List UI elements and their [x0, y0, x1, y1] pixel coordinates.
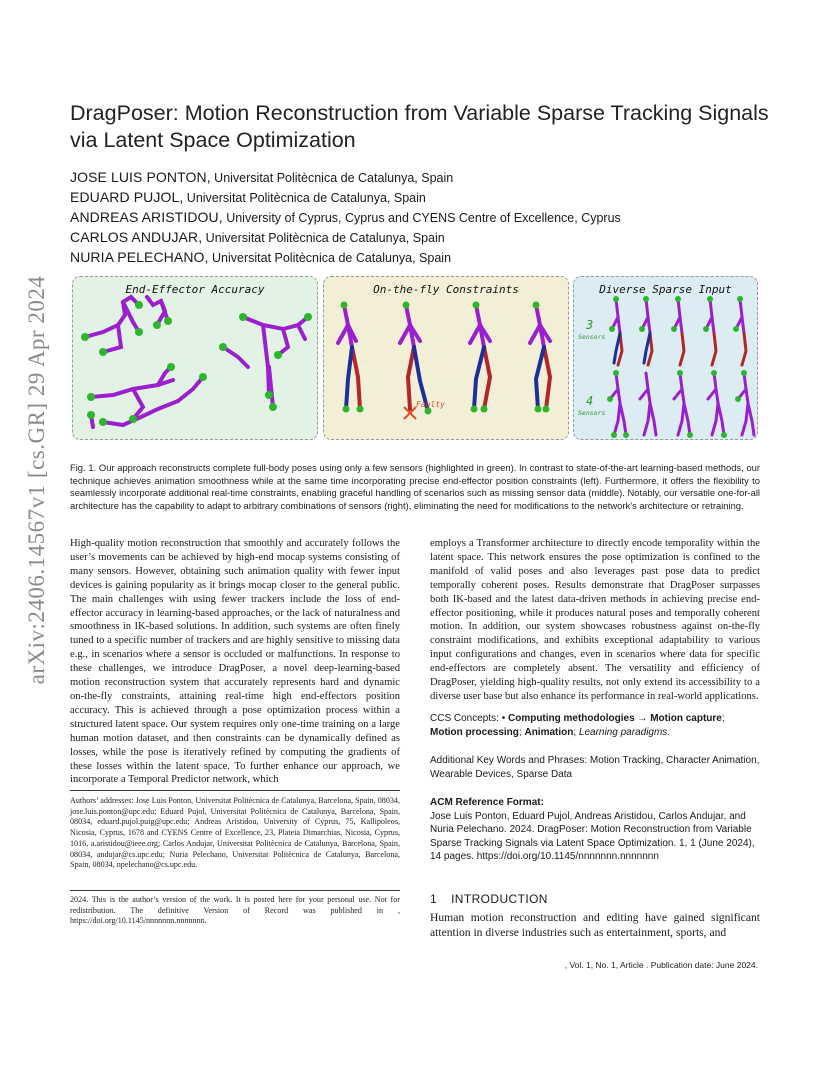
ccs-separator: ;: [518, 726, 525, 738]
sensor-configurations-illustration: [574, 277, 758, 440]
author-name: ANDREAS ARISTIDOU,: [70, 209, 223, 225]
ccs-concept: Motion processing: [430, 726, 519, 738]
author-entry: [70, 228, 770, 248]
ccs-lead: CCS Concepts: •: [430, 713, 508, 724]
four-sensors-label: Sensors: [578, 409, 606, 417]
panel-title: On-the-fly Constraints: [373, 283, 519, 296]
ccs-concept: Learning paradigms: [578, 726, 668, 738]
arxiv-id: arXiv:2406.14567v1 [cs.GR] 29 Apr 2024: [24, 275, 49, 685]
ccs-separator: ;: [573, 726, 579, 738]
author-addresses: Authors’ addresses: Jose Luis Ponton, Universitat Politècnica de Catalunya, Barcelona, Spain, 08034, jose.luis.ponton@upc.edu; Eduard Pujol, Universitat Politècnica de Catalunya, Barcelona, Spain, 08034, eduard.pujol.puig@upc.edu; Andreas Aristidou, University of Cyprus, 75, Kallipoleos, Nicosia, Cyprus, 1678 and CYENS Centre of Excellence, 23, Plateia Dimarchias, Nicosia, Cyprus, 1016, a.aristidou@ieee.org; Carlos Andujar, Universitat Politècnica de Catalunya, Barcelona, Spain, 08034, andujar@cs.upc.edu; Nuria Pelechano, Universitat Politècnica de Catalunya, Barcelona, Spain, 08034, npelechano@cs.upc.edu.: [70, 796, 400, 870]
abstract-left-column: High-quality motion reconstruction that smoothly and accurately follows the user’s movements can be achieved by high-end mocap systems consisting of many sensors. However, obtaining such animation quality with fewer input devices is gaining popularity as it brings mocap closer to the general public. The main challenges with using fewer trackers include the loss of end-effector accuracy in learning-based approaches, or the lack of naturalness and smoothness in IK-based solutions. In addition, such systems are often finely tuned to a specific number of trackers and are highly sensitive to missing data e.g., in scenarios where a sensor is occluded or malfunctions. In response to these challenges, we introduce DragPoser, a novel deep-learning-based motion reconstruction system that accurately represents hard and dynamic on-the-fly constraints, attaining real-time high end-effectors position accuracy. This is achieved through a pose optimization process within a structured latent space. Our system requires only one-time training on a large human motion dataset, and then constraints can be dynamically defined as losses, while the pose is iteratively refined by computing the gradients of these losses within the latent space. To further enhance our approach, we incorporate a Temporal Predictor network, which: [70, 538, 400, 786]
section-heading: [430, 892, 548, 906]
panel-title: End-Effector Accuracy: [125, 283, 265, 296]
page-footer: , Vol. 1, No. 1, Article . Publication date: June 2024.: [564, 960, 758, 970]
author-list: [70, 168, 770, 268]
acm-reference-text: Jose Luis Ponton, Eduard Pujol, Andreas Aristidou, Carlos Andujar, and Nuria Pelechano. 2024. DragPoser: Motion Reconstruction from Variable Sparse Tracking Signals via Latent Space Optimization. 1, 1 (June 2024), 14 pages. https://doi.org/10.1145/nnnnnnn.nnnnnnn: [430, 810, 755, 862]
figure-caption: Fig. 1. Our approach reconstructs complete full-body poses using only a few sensors (highlighted in green). In contrast to state-of-the-art learning-based methods, our technique achieves animation smoothness while at the same time incorporating precise end-effector position constraints (left). Furthermore, it offers the flexibility to seamlessly incorporate additional real-time constraints, enabling graceful handling of scenarios such as missing sensor data (middle). Notably, our versatile one-for-all architecture has the capability to adapt to arbitrary combinations of sensors (right), eliminating the need for modifications to the network’s architecture or retraining.: [70, 462, 760, 511]
faulty-sensor-label: Faulty: [416, 400, 445, 409]
ccs-concept: Animation: [524, 726, 574, 738]
notice-rule: [70, 890, 400, 891]
ccs-concept: Computing methodologies → Motion capture: [507, 713, 722, 724]
panel-diverse-sparse-input: [573, 276, 758, 440]
acm-reference: [430, 796, 760, 864]
author-name: JOSE LUIS PONTON,: [70, 169, 211, 185]
publication-notice: 2024. This is the author’s version of the work. It is posted here for your personal use. Not for redistribution. The definitive Version of Record was published in , https://doi.org/10.1145/nnnnnnn.nnnnnnn.: [70, 895, 400, 926]
author-entry: [70, 188, 770, 208]
introduction-text: Human motion reconstruction and editing have gained significant attention in diverse industries such as entertainment, sports, and: [430, 911, 760, 939]
end-effector-poses-illustration: [73, 277, 318, 440]
author-affiliation: Universitat Politècnica de Catalunya, Spain: [183, 191, 426, 205]
author-name: EDUARD PUJOL,: [70, 189, 184, 205]
teaser-figure: [72, 276, 758, 442]
abstract-right-column: employs a Transformer architecture to directly encode temporality within the latent space. This network ensures the pose optimization is confined to the manifold of valid poses and also leverages past pose data to predict temporally coherent poses. Results demonstrate that DragPoser surpasses both IK-based and the latest data-driven methods in achieving precise end-effector positioning, while it produces natural poses and temporally coherent motion. In addition, our system showcases robustness against on-the-fly constraint modifications, and exhibits exceptional adaptability to various input configurations and changes, even in scenarios where data for specific end-effectors are completely absent. The versatility and efficiency of DragPoser, yielding high-quality results, not only extend its accessibility to a diverse user base but also enhance its performance in real-world applications.: [430, 538, 760, 702]
paper-title: DragPoser: Motion Reconstruction from Variable Sparse Tracking Signals via Latent Space Optimization: [70, 101, 769, 152]
author-entry: [70, 168, 770, 188]
author-affiliation: University of Cyprus, Cyprus and CYENS Centre of Excellence, Cyprus: [222, 211, 621, 225]
author-name: CARLOS ANDUJAR,: [70, 229, 203, 245]
walking-sequence-illustration: [324, 277, 569, 440]
section-number: 1: [430, 892, 438, 906]
author-affiliation: Universitat Politècnica de Catalunya, Spain: [208, 251, 452, 265]
ccs-end: .: [667, 726, 671, 738]
panel-title: Diverse Sparse Input: [599, 283, 732, 296]
author-name: NURIA PELECHANO,: [70, 249, 209, 265]
author-affiliation: Universitat Politècnica de Catalunya, Spain: [202, 231, 445, 245]
panel-end-effector-accuracy: [72, 276, 318, 440]
three-sensors-label: Sensors: [578, 333, 606, 341]
arxiv-watermark: [14, 270, 60, 690]
author-entry: [70, 248, 770, 268]
ccs-concepts: [430, 712, 760, 739]
three-sensors-number: 3: [586, 318, 594, 332]
author-entry: [70, 208, 770, 228]
panel-on-the-fly-constraints: [323, 276, 569, 440]
four-sensors-number: 4: [586, 394, 594, 408]
acm-reference-heading: ACM Reference Format:: [430, 797, 544, 808]
section-title: INTRODUCTION: [451, 892, 548, 906]
footnote-rule: [70, 790, 400, 791]
ccs-separator: ;: [721, 713, 725, 724]
keywords: Additional Key Words and Phrases: Motion Tracking, Character Animation, Wearable Devices, Sparse Data: [430, 755, 760, 780]
author-affiliation: Universitat Politècnica de Catalunya, Spain: [210, 171, 454, 185]
